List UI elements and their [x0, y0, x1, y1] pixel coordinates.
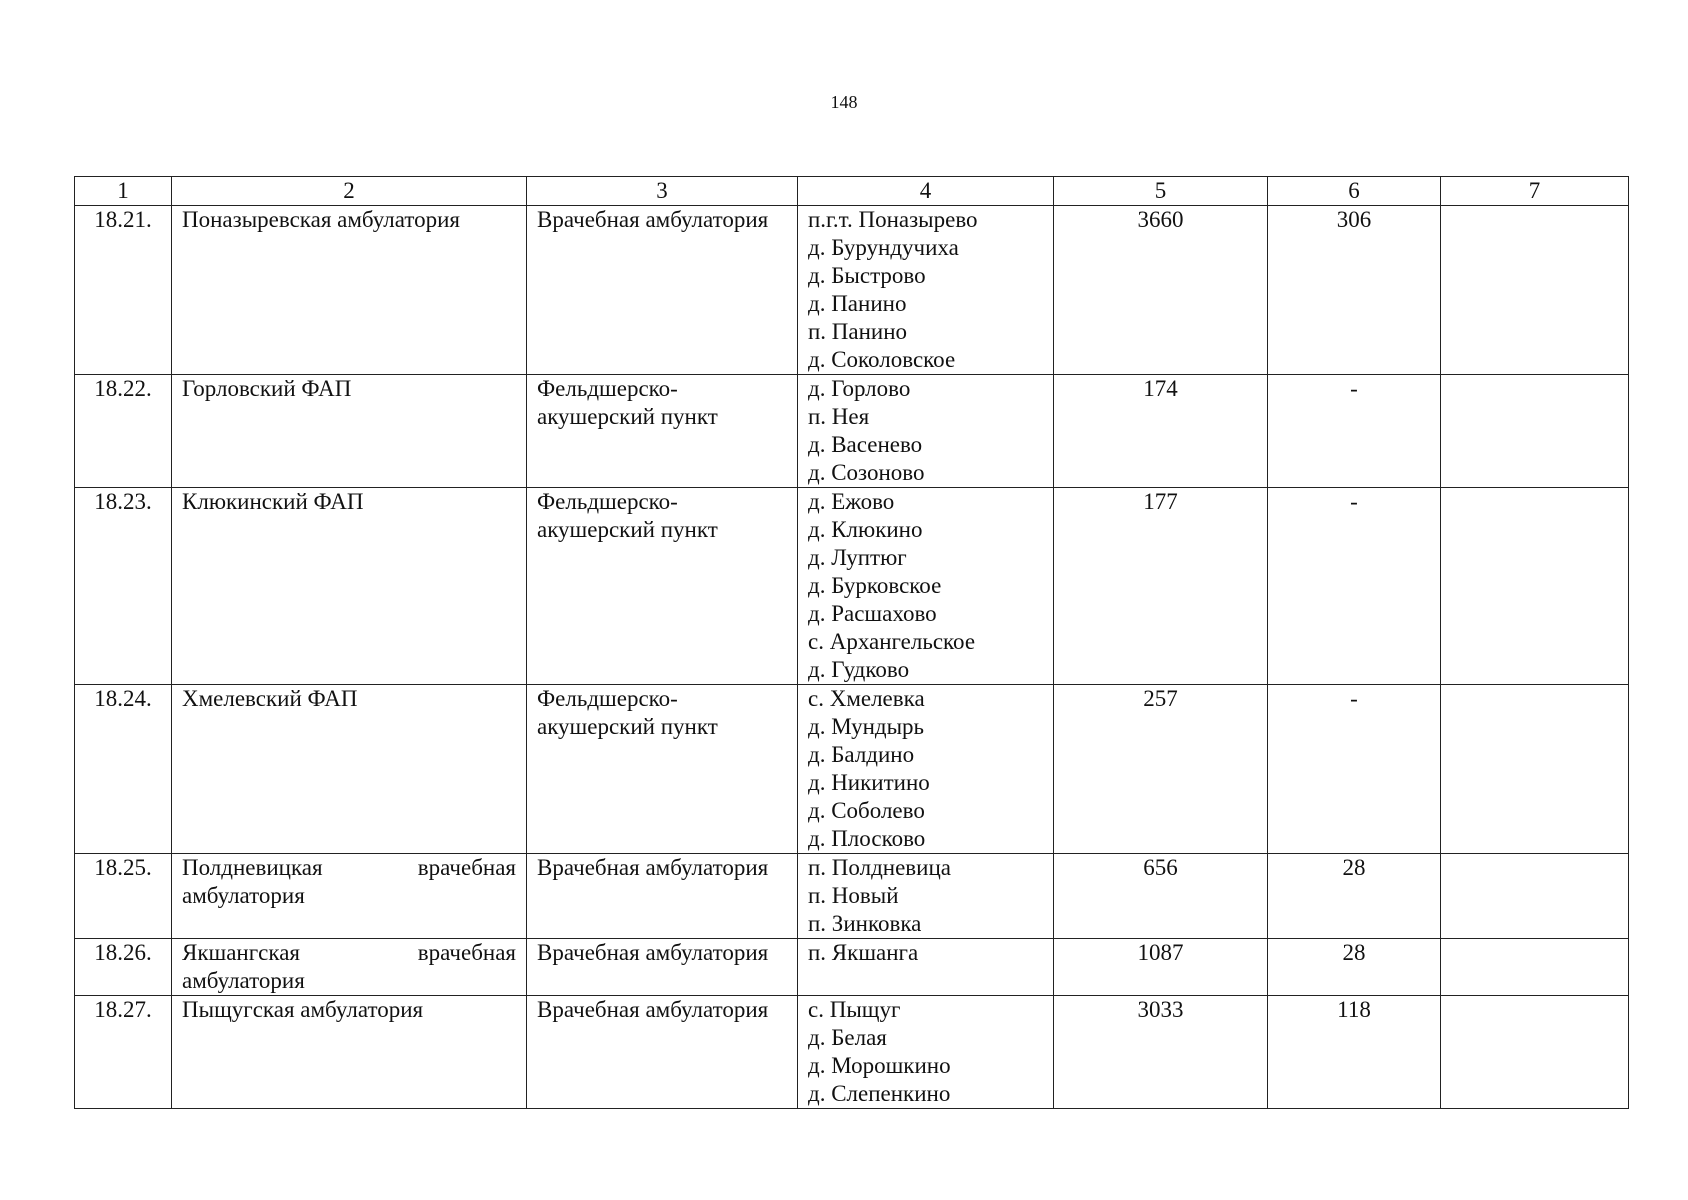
facility-name-line: Якшангская врачебная: [182, 940, 516, 965]
settlement: с. Архангельское: [808, 629, 976, 654]
column-7-value: [1441, 375, 1629, 488]
column-6-value: 28: [1268, 939, 1441, 996]
facility-name-line: амбулатория: [182, 883, 305, 908]
column-header-3: 3: [527, 177, 798, 206]
facility-type: Врачебная амбулатория: [527, 996, 798, 1109]
settlements-list: [798, 685, 1054, 854]
header-row: [75, 177, 1629, 206]
row-number: 18.24.: [75, 685, 172, 854]
table-body: [75, 206, 1629, 1109]
column-7-value: [1441, 854, 1629, 939]
facility-name-line: амбулатория: [182, 968, 305, 993]
column-6-value: -: [1268, 488, 1441, 685]
column-header-2: 2: [172, 177, 527, 206]
column-7-value: [1441, 996, 1629, 1109]
settlement: д. Панино: [808, 291, 907, 316]
settlements-list: [798, 996, 1054, 1109]
settlement: д. Морошкино: [808, 1053, 951, 1078]
column-header-5: 5: [1054, 177, 1268, 206]
column-6-value: -: [1268, 375, 1441, 488]
table-row: [75, 488, 1629, 685]
settlement: д. Клюкино: [808, 517, 923, 542]
settlement: д. Балдино: [808, 742, 915, 767]
column-6-value: 306: [1268, 206, 1441, 375]
facility-name: Горловский ФАП: [172, 375, 527, 488]
facility-name: [172, 854, 527, 939]
facility-type-line: акушерский пункт: [537, 517, 718, 542]
column-6-value: -: [1268, 685, 1441, 854]
settlements-list: [798, 206, 1054, 375]
settlement: д. Бурундучиха: [808, 235, 959, 260]
settlement: д. Расшахово: [808, 601, 937, 626]
column-header-7: 7: [1441, 177, 1629, 206]
page-number: 148: [830, 92, 858, 112]
settlement: д. Белая: [808, 1025, 887, 1050]
settlement: д. Соболево: [808, 798, 925, 823]
settlement: п. Полдневица: [808, 855, 951, 880]
row-number: 18.25.: [75, 854, 172, 939]
row-number: 18.27.: [75, 996, 172, 1109]
table-row: [75, 996, 1629, 1109]
settlement: д. Плосково: [808, 826, 926, 851]
column-5-value: 174: [1054, 375, 1268, 488]
column-header-6: 6: [1268, 177, 1441, 206]
column-6-value: 28: [1268, 854, 1441, 939]
table-row: [75, 854, 1629, 939]
row-number: 18.21.: [75, 206, 172, 375]
facilities-table: [74, 176, 1629, 1109]
table-row: [75, 685, 1629, 854]
column-header-1: 1: [75, 177, 172, 206]
table-row: [75, 206, 1629, 375]
settlement: д. Луптюг: [808, 545, 907, 570]
column-7-value: [1441, 206, 1629, 375]
facility-type-line: Фельдшерско-: [537, 489, 678, 514]
facility-type-line: акушерский пункт: [537, 404, 718, 429]
settlement: с. Пыщуг: [808, 997, 901, 1022]
facility-name: [172, 939, 527, 996]
facility-type-line: Фельдшерско-: [537, 686, 678, 711]
facility-type-line: Фельдшерско-: [537, 376, 678, 401]
column-5-value: 177: [1054, 488, 1268, 685]
row-number: 18.23.: [75, 488, 172, 685]
settlement: п. Панино: [808, 319, 908, 344]
settlement: п. Нея: [808, 404, 870, 429]
facility-type: Врачебная амбулатория: [527, 206, 798, 375]
facility-type: [527, 375, 798, 488]
column-7-value: [1441, 939, 1629, 996]
table-row: [75, 939, 1629, 996]
facility-name: Поназыревская амбулатория: [172, 206, 527, 375]
facility-type: [527, 685, 798, 854]
facility-type: Врачебная амбулатория: [527, 939, 798, 996]
facility-name: Пыщугская амбулатория: [172, 996, 527, 1109]
facility-name: Клюкинский ФАП: [172, 488, 527, 685]
column-7-value: [1441, 685, 1629, 854]
settlement: д. Васенево: [808, 432, 923, 457]
facility-type: Врачебная амбулатория: [527, 854, 798, 939]
settlement: д. Бурковское: [808, 573, 942, 598]
settlement: д. Горлово: [808, 376, 911, 401]
facility-name-line: Полдневицкая врачебная: [182, 855, 516, 880]
settlement: д. Соколовское: [808, 347, 956, 372]
column-5-value: 3660: [1054, 206, 1268, 375]
column-header-4: 4: [798, 177, 1054, 206]
column-5-value: 1087: [1054, 939, 1268, 996]
column-5-value: 656: [1054, 854, 1268, 939]
settlement: д. Мундырь: [808, 714, 925, 739]
settlement: д. Гудково: [808, 657, 910, 682]
column-5-value: 3033: [1054, 996, 1268, 1109]
column-6-value: 118: [1268, 996, 1441, 1109]
settlements-list: [798, 854, 1054, 939]
settlements-list: [798, 375, 1054, 488]
table-row: [75, 375, 1629, 488]
column-5-value: 257: [1054, 685, 1268, 854]
facility-name: Хмелевский ФАП: [172, 685, 527, 854]
row-number: 18.22.: [75, 375, 172, 488]
settlement: д. Ежово: [808, 489, 895, 514]
facility-type-line: акушерский пункт: [537, 714, 718, 739]
row-number: 18.26.: [75, 939, 172, 996]
settlement: с. Хмелевка: [808, 686, 925, 711]
settlement: п. Якшанга: [808, 940, 919, 965]
settlement: д. Никитино: [808, 770, 930, 795]
settlements-list: [798, 939, 1054, 996]
settlement: п. Зинковка: [808, 911, 922, 936]
settlement: п. Новый: [808, 883, 899, 908]
settlement: д. Слепенкино: [808, 1081, 951, 1106]
settlement: п.г.т. Поназырево: [808, 207, 978, 232]
settlements-list: [798, 488, 1054, 685]
settlement: д. Созоново: [808, 460, 925, 485]
column-7-value: [1441, 488, 1629, 685]
facility-type: [527, 488, 798, 685]
settlement: д. Быстрово: [808, 263, 926, 288]
